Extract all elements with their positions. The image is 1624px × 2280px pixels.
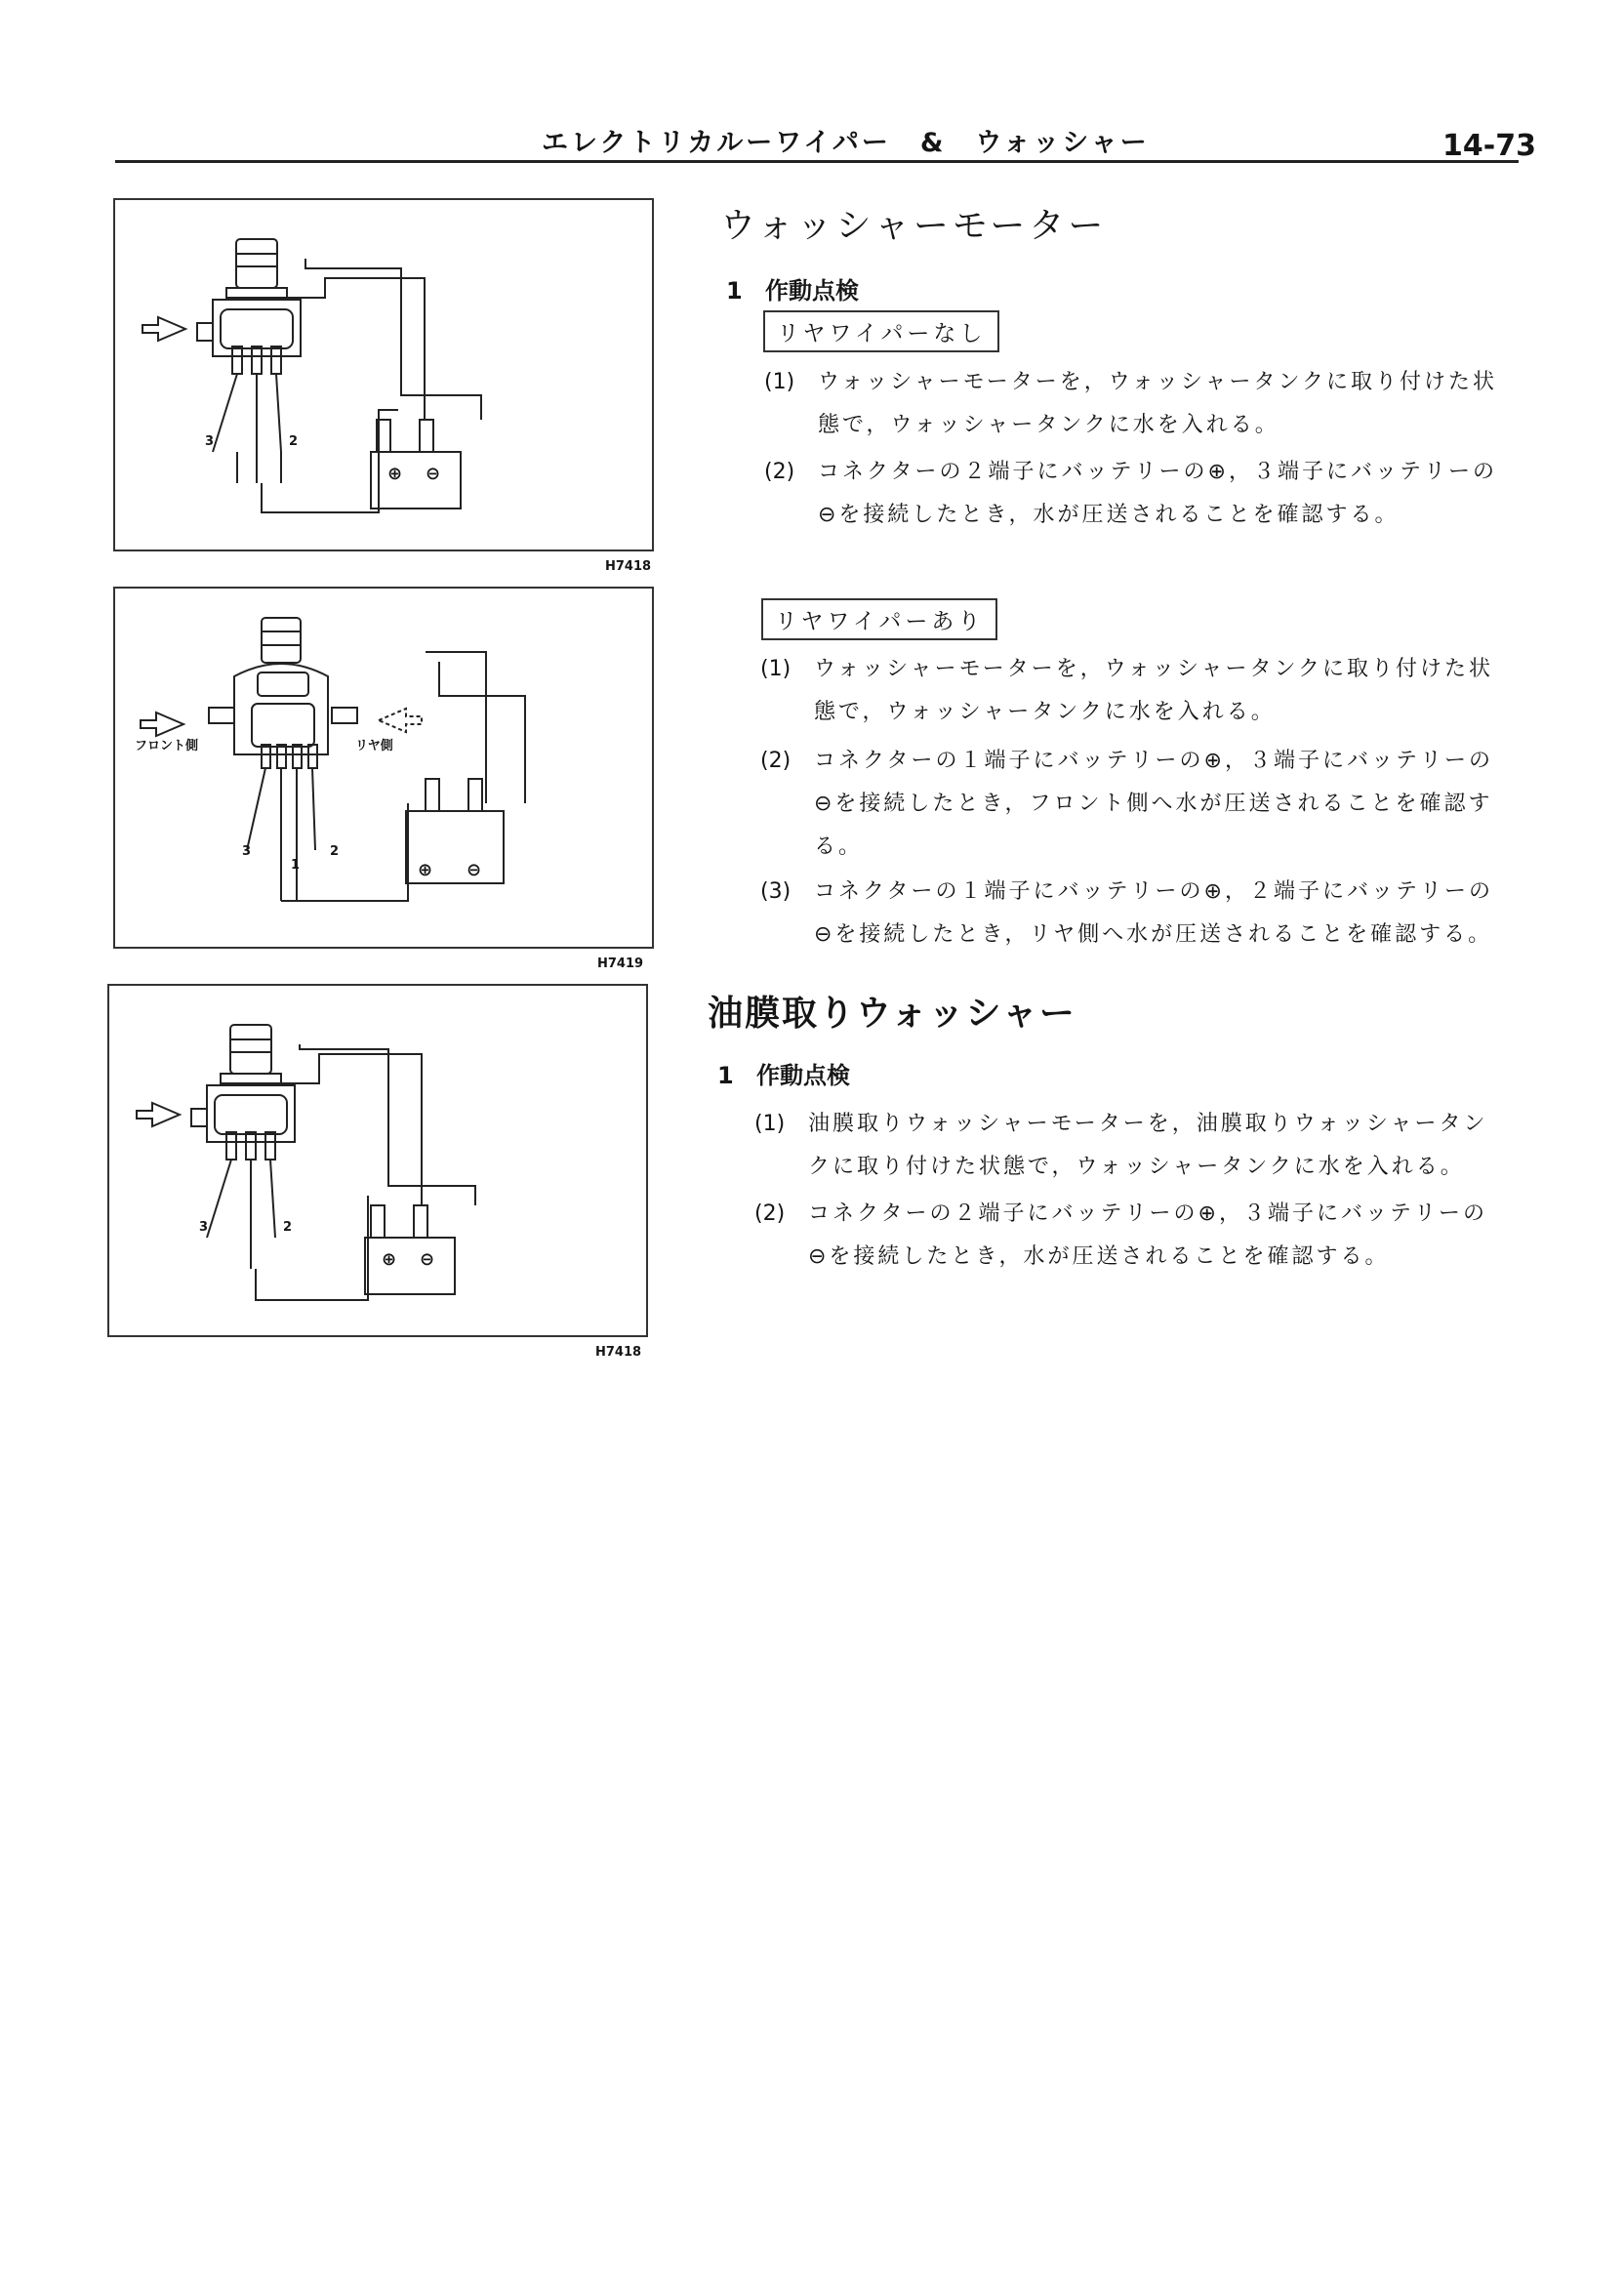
subsection-operation-check	[717, 1056, 850, 1090]
step-line: る。	[814, 835, 864, 859]
subsection-number: 1	[717, 1062, 734, 1089]
step-number: (3)	[760, 879, 792, 904]
step-number: (1)	[760, 657, 792, 681]
step-a2	[764, 451, 1535, 537]
terminal-2-label: 2	[289, 434, 299, 449]
page-number: 14-73	[1442, 129, 1536, 163]
figure-code: H7418	[605, 559, 652, 574]
step-b3	[760, 871, 1531, 957]
figure-code: H7418	[595, 1345, 642, 1360]
step-number: (2)	[760, 749, 792, 773]
step-c1	[754, 1103, 1525, 1189]
header-title: エレクトリカルーワイパー & ウォッシャー	[542, 128, 1150, 158]
rear-side-label: リヤ側	[355, 739, 393, 753]
front-side-label: フロント側	[135, 739, 199, 753]
step-line: コネクターの２端子にバッテリーの⊕，３端子にバッテリーの	[818, 460, 1497, 484]
step-line: ⊖を接続したとき，フロント側へ水が圧送されることを確認す	[814, 792, 1493, 816]
step-line: ⊖を接続したとき，水が圧送されることを確認する。	[808, 1244, 1390, 1269]
step-line: ⊖を接続したとき，リヤ側へ水が圧送されることを確認する。	[814, 922, 1493, 947]
step-line: コネクターの１端子にバッテリーの⊕，２端子にバッテリーの	[814, 879, 1493, 904]
subsection-operation-check	[726, 271, 859, 305]
figure-oil-film-washer	[107, 984, 648, 1337]
step-number: (2)	[754, 1201, 786, 1226]
terminal-1-label: 1	[291, 858, 301, 873]
battery-minus-label: ⊖	[420, 1249, 435, 1270]
figure-washer-motor-no-rear	[113, 198, 654, 551]
subsection-title: 作動点検	[765, 277, 859, 305]
terminal-3-label: 3	[199, 1220, 209, 1235]
step-line: 態で，ウォッシャータンクに水を入れる。	[818, 413, 1279, 437]
terminal-3-label: 3	[242, 844, 252, 859]
battery-minus-label: ⊖	[426, 464, 441, 484]
battery-minus-label: ⊖	[467, 860, 482, 880]
step-number: (1)	[754, 1112, 786, 1136]
step-line: 態で，ウォッシャータンクに水を入れる。	[814, 700, 1276, 724]
wiring-diagram	[115, 200, 652, 550]
figure-washer-motor-with-rear	[113, 587, 654, 949]
step-b1	[760, 648, 1531, 734]
step-line: ⊖を接続したとき，水が圧送されることを確認する。	[818, 503, 1400, 527]
step-line: 油膜取りウォッシャーモーターを，油膜取りウォッシャータン	[808, 1112, 1488, 1136]
step-a1	[764, 361, 1535, 447]
battery-plus-label: ⊕	[418, 860, 433, 880]
terminal-2-label: 2	[330, 844, 340, 859]
battery-plus-label: ⊕	[387, 464, 403, 484]
terminal-3-label: 3	[205, 434, 215, 449]
condition-label-no-rear-wiper: リヤワイパーなし	[763, 310, 999, 352]
terminal-2-label: 2	[283, 1220, 293, 1235]
step-line: ウォッシャーモーターを，ウォッシャータンクに取り付けた状	[814, 657, 1494, 681]
step-line: クに取り付けた状態で，ウォッシャータンクに水を入れる。	[808, 1155, 1465, 1179]
header-rule	[115, 160, 1519, 163]
figure-code: H7419	[597, 957, 644, 971]
wiring-diagram	[115, 589, 652, 947]
section-title-oil-film-washer: 油膜取りウォッシャー	[708, 994, 1076, 1034]
battery-plus-label: ⊕	[382, 1249, 397, 1270]
step-c2	[754, 1193, 1525, 1279]
step-line: コネクターの１端子にバッテリーの⊕，３端子にバッテリーの	[814, 749, 1493, 773]
step-b2	[760, 740, 1531, 869]
subsection-number: 1	[726, 277, 743, 305]
condition-label-with-rear-wiper: リヤワイパーあり	[761, 598, 997, 640]
section-title-washer-motor: ウォッシャーモーター	[720, 206, 1108, 246]
subsection-title: 作動点検	[756, 1062, 850, 1089]
step-number: (1)	[764, 370, 795, 394]
step-line: ウォッシャーモーターを，ウォッシャータンクに取り付けた状	[818, 370, 1498, 394]
step-number: (2)	[764, 460, 795, 484]
wiring-diagram	[109, 986, 646, 1335]
step-line: コネクターの２端子にバッテリーの⊕，３端子にバッテリーの	[808, 1201, 1487, 1226]
